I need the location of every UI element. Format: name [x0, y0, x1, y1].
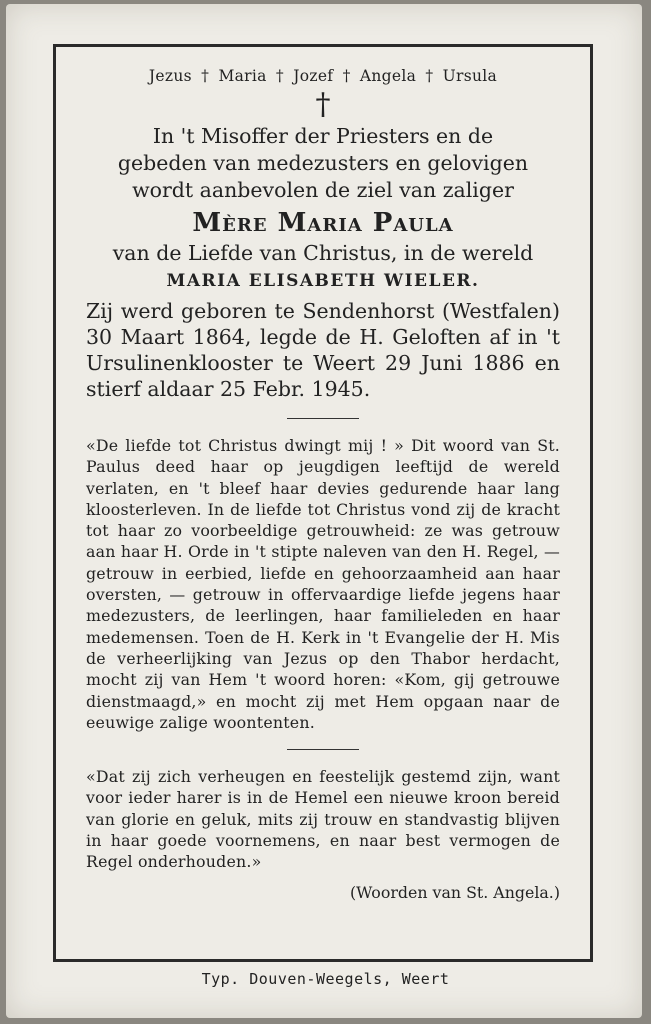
divider-line [287, 418, 359, 419]
cross-separator: † [342, 67, 351, 85]
intro-paragraph [86, 123, 560, 204]
card-content [56, 47, 590, 959]
quote-attribution: (Woorden van St. Angela.) [349, 882, 560, 902]
intro-line: In 't Misoffer der Priesters en de [152, 124, 494, 148]
printer-credit: Typ. Douven-Weegels, Weert [201, 970, 450, 988]
name-maria: Maria [218, 67, 267, 85]
cross-separator: † [425, 67, 434, 85]
name-jozef: Jozef [293, 67, 334, 85]
name-jezus: Jezus [148, 67, 192, 85]
memorial-card [6, 4, 642, 1018]
cross-icon: † [315, 87, 331, 122]
religious-name: Mère Maria Paula [192, 208, 454, 238]
divider-line [287, 749, 359, 750]
saints-names-line [86, 67, 560, 85]
name-angela: Angela [359, 67, 417, 85]
intro-line: wordt aanbevolen de ziel van zaliger [132, 178, 514, 202]
worldly-name: MARIA ELISABETH WIELER. [166, 271, 480, 291]
tribute-paragraph: «De liefde tot Christus dwingt mij ! » Dit woord van St. Paulus deed haar op jeugdigen leeftijd de wereld verlaten, en 't bleef haar devies gedurende haar lang kloosterleven. In de liefde tot Christus vond zij de kracht tot haar zo voorbeeldige getrouwheid: ze was getrouw aan haar H. Orde in 't stipte naleven van den H. Regel, — getrouw in eerbied, liefde en gehoorzaamheid aan haar oversten, — getrouw in offervaardige liefde jegens haar medezusters, de leerlingen, haar familieleden en haar medemensen. Toen de H. Kerk in 't Evangelie der H. Mis de verheerlijking van Jezus op den Thabor herdacht, mocht zij van Hem 't woord horen: «Kom, gij getrouwe dienstmaagd,» en mocht zij met Hem opgaan naar de eeuwige zalige woontenten. [86, 436, 560, 732]
name-ursula: Ursula [442, 67, 498, 85]
cross-separator: † [275, 67, 284, 85]
religious-title: van de Liefde van Christus, in de wereld [112, 241, 534, 265]
cross-separator: † [201, 67, 210, 85]
biography-paragraph: Zij werd geboren te Sendenhorst (Westfalen) 30 Maart 1864, legde de H. Geloften af in 't Ursulinenklooster te Weert 29 Juni 1886 en stierf aldaar 25 Febr. 1945. [86, 299, 560, 401]
quote-paragraph: «Dat zij zich verheugen en feestelijk gestemd zijn, want voor ieder harer is in de Hemel een nieuwe kroon bereid van glorie en geluk, mits zij trouw en standvastig blijven in haar goede voornemens, en naar best vermogen de Regel onderhouden.» [86, 767, 560, 872]
intro-line: gebeden van medezusters en gelovigen [117, 151, 529, 175]
black-border-frame [53, 44, 593, 962]
